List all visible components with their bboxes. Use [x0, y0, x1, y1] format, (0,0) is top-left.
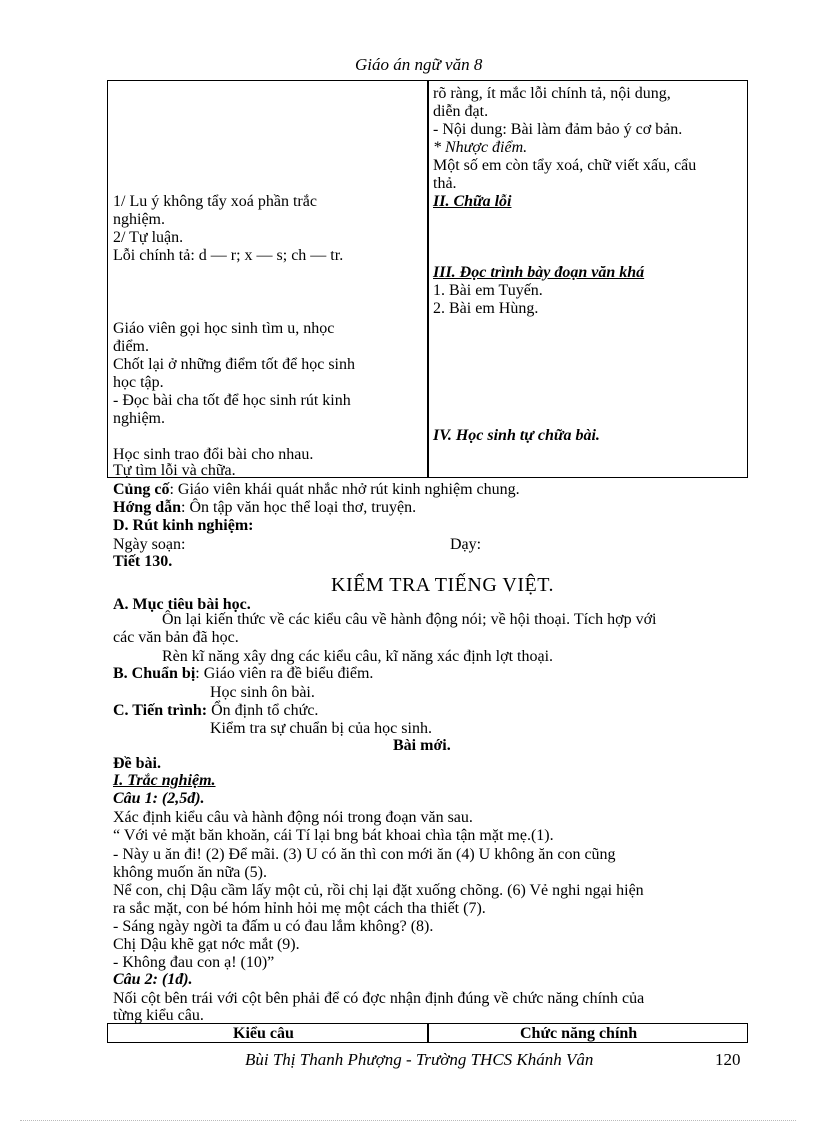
- section-b-line: [113, 665, 373, 683]
- left-cell-line: - Đọc bài cha tốt để học sinh rút kinh: [113, 392, 351, 409]
- part-heading: I. Trắc nghiệm.: [113, 772, 216, 789]
- right-cell-line: * Nhược điểm.: [433, 139, 528, 156]
- consolidate-label: Củng cố: [113, 481, 170, 498]
- right-cell-line: rõ ràng, ít mắc lỗi chính tả, nội dung,: [433, 85, 671, 102]
- guide-label: Hớng dẫn: [113, 499, 181, 516]
- question-text: Nể con, chị Dậu cầm lấy một củ, rồi chị lại đặt xuống chõng. (6) Vẻ nghi ngại hiện: [113, 882, 644, 899]
- left-cell-line: nghiệm.: [113, 211, 165, 228]
- left-cell-line: điểm.: [113, 338, 149, 355]
- lesson-number: Tiết 130.: [113, 553, 173, 570]
- question-text: Chị Dậu khẽ gạt nớc mắt (9).: [113, 936, 300, 953]
- consolidate-text: : Giáo viên khái quát nhắc nhở rút kinh nghiệm chung.: [169, 481, 520, 498]
- left-cell-line: Giáo viên gọi học sinh tìm u, nhọc: [113, 320, 335, 337]
- left-cell-line: 1/ Lu ý không tẩy xoá phần trắc: [113, 193, 317, 210]
- right-cell-line: - Nội dung: Bài làm đảm bảo ý cơ bản.: [433, 121, 683, 138]
- exam-heading: Đề bài.: [113, 755, 161, 772]
- section-heading: II. Chữa lỗi: [433, 193, 512, 210]
- section-a: A. Mục tiêu bài học.: [113, 596, 251, 613]
- left-cell-line: Học sinh trao đổi bài cho nhau.: [113, 446, 314, 463]
- left-cell-line: 2/ Tự luận.: [113, 229, 184, 246]
- body-text: Rèn kĩ năng xây dng các kiểu câu, kĩ năng xác định lợt thoại.: [162, 648, 554, 665]
- date-prepared: Ngày soạn:: [113, 536, 186, 553]
- question-text: - Này u ăn đi! (2) Để mãi. (3) U có ăn thì con mới ăn (4) U không ăn con cũng: [113, 846, 616, 863]
- page-number: 120: [715, 1050, 741, 1069]
- section-c-line: [113, 702, 318, 720]
- section-d: D. Rút kinh nghiệm:: [113, 517, 254, 534]
- body-text: Học sinh ôn bài.: [210, 684, 315, 701]
- question-heading: Câu 2: (1đ).: [113, 971, 193, 988]
- question-text: từng kiểu câu.: [113, 1007, 204, 1024]
- table-divider: [427, 80, 429, 478]
- question-text: ra sắc mặt, con bé hóm hỉnh hỏi mẹ một cách tha thiết (7).: [113, 900, 486, 917]
- table-divider: [427, 1023, 429, 1043]
- question-text: không muốn ăn nữa (5).: [113, 864, 267, 881]
- table-header-cell: Kiểu câu: [233, 1025, 294, 1042]
- section-c-label: C. Tiến trình:: [113, 702, 208, 719]
- section-heading: III. Đọc trình bày đoạn văn khá: [433, 264, 645, 281]
- page-footer: Bùi Thị Thanh Phượng - Trường THCS Khánh Vân: [245, 1050, 594, 1069]
- new-lesson-heading: Bài mới.: [393, 737, 451, 754]
- body-text: Kiểm tra sự chuẩn bị của học sinh.: [210, 720, 432, 737]
- section-c-text: Ổn định tổ chức.: [207, 702, 319, 719]
- question-heading: Câu 1: (2,5đ).: [113, 790, 205, 807]
- guide-text: : Ôn tập văn học thể loại thơ, truyện.: [181, 499, 417, 516]
- guide-line: [113, 499, 416, 517]
- right-cell-line: diễn đạt.: [433, 103, 489, 120]
- section-heading: IV. Học sinh tự chữa bài.: [433, 427, 600, 444]
- body-text: các văn bản đã học.: [113, 629, 239, 646]
- section-b-text: : Giáo viên ra đề biểu điểm.: [195, 665, 374, 682]
- page-header: Giáo án ngữ văn 8: [355, 55, 483, 74]
- left-cell-line: Lỗi chính tả: d — r; x — s; ch — tr.: [113, 247, 344, 264]
- question-text: Xác định kiểu câu và hành động nói trong đoạn văn sau.: [113, 809, 473, 826]
- question-text: Nối cột bên trái với cột bên phải để có đợc nhận định đúng về chức năng chính của: [113, 990, 645, 1007]
- section-b-label: B. Chuẩn bị: [113, 665, 196, 682]
- body-text: Ôn lại kiến thức về các kiểu câu về hành động nói; về hội thoại. Tích hợp với: [162, 611, 657, 628]
- question-text: - Không đau con ạ! (10)”: [113, 954, 275, 971]
- question-text: “ Với vẻ mặt băn khoăn, cái Tí lại bng bát khoai chìa tận mặt mẹ.(1).: [113, 827, 554, 844]
- table-header-cell: Chức năng chính: [520, 1025, 638, 1042]
- right-cell-line: thả.: [433, 175, 457, 192]
- left-cell-line: nghiệm.: [113, 410, 165, 427]
- left-cell-line: Tự tìm lỗi và chữa.: [113, 462, 236, 479]
- question-text: - Sáng ngày ngời ta đấm u có đau lắm không? (8).: [113, 918, 434, 935]
- page-title: KIỂM TRA TIẾNG VIỆT.: [331, 574, 554, 596]
- right-cell-line: Một số em còn tẩy xoá, chữ viết xấu, cẩu: [433, 157, 697, 174]
- consolidate-line: [113, 481, 520, 499]
- left-cell-line: Chốt lại ở những điểm tốt để học sinh: [113, 356, 355, 373]
- left-cell-line: học tập.: [113, 374, 164, 391]
- right-cell-line: 1. Bài em Tuyến.: [433, 282, 543, 299]
- date-taught: Dạy:: [450, 536, 482, 553]
- right-cell-line: 2. Bài em Hùng.: [433, 300, 539, 317]
- page-edge-rule: [20, 1120, 796, 1121]
